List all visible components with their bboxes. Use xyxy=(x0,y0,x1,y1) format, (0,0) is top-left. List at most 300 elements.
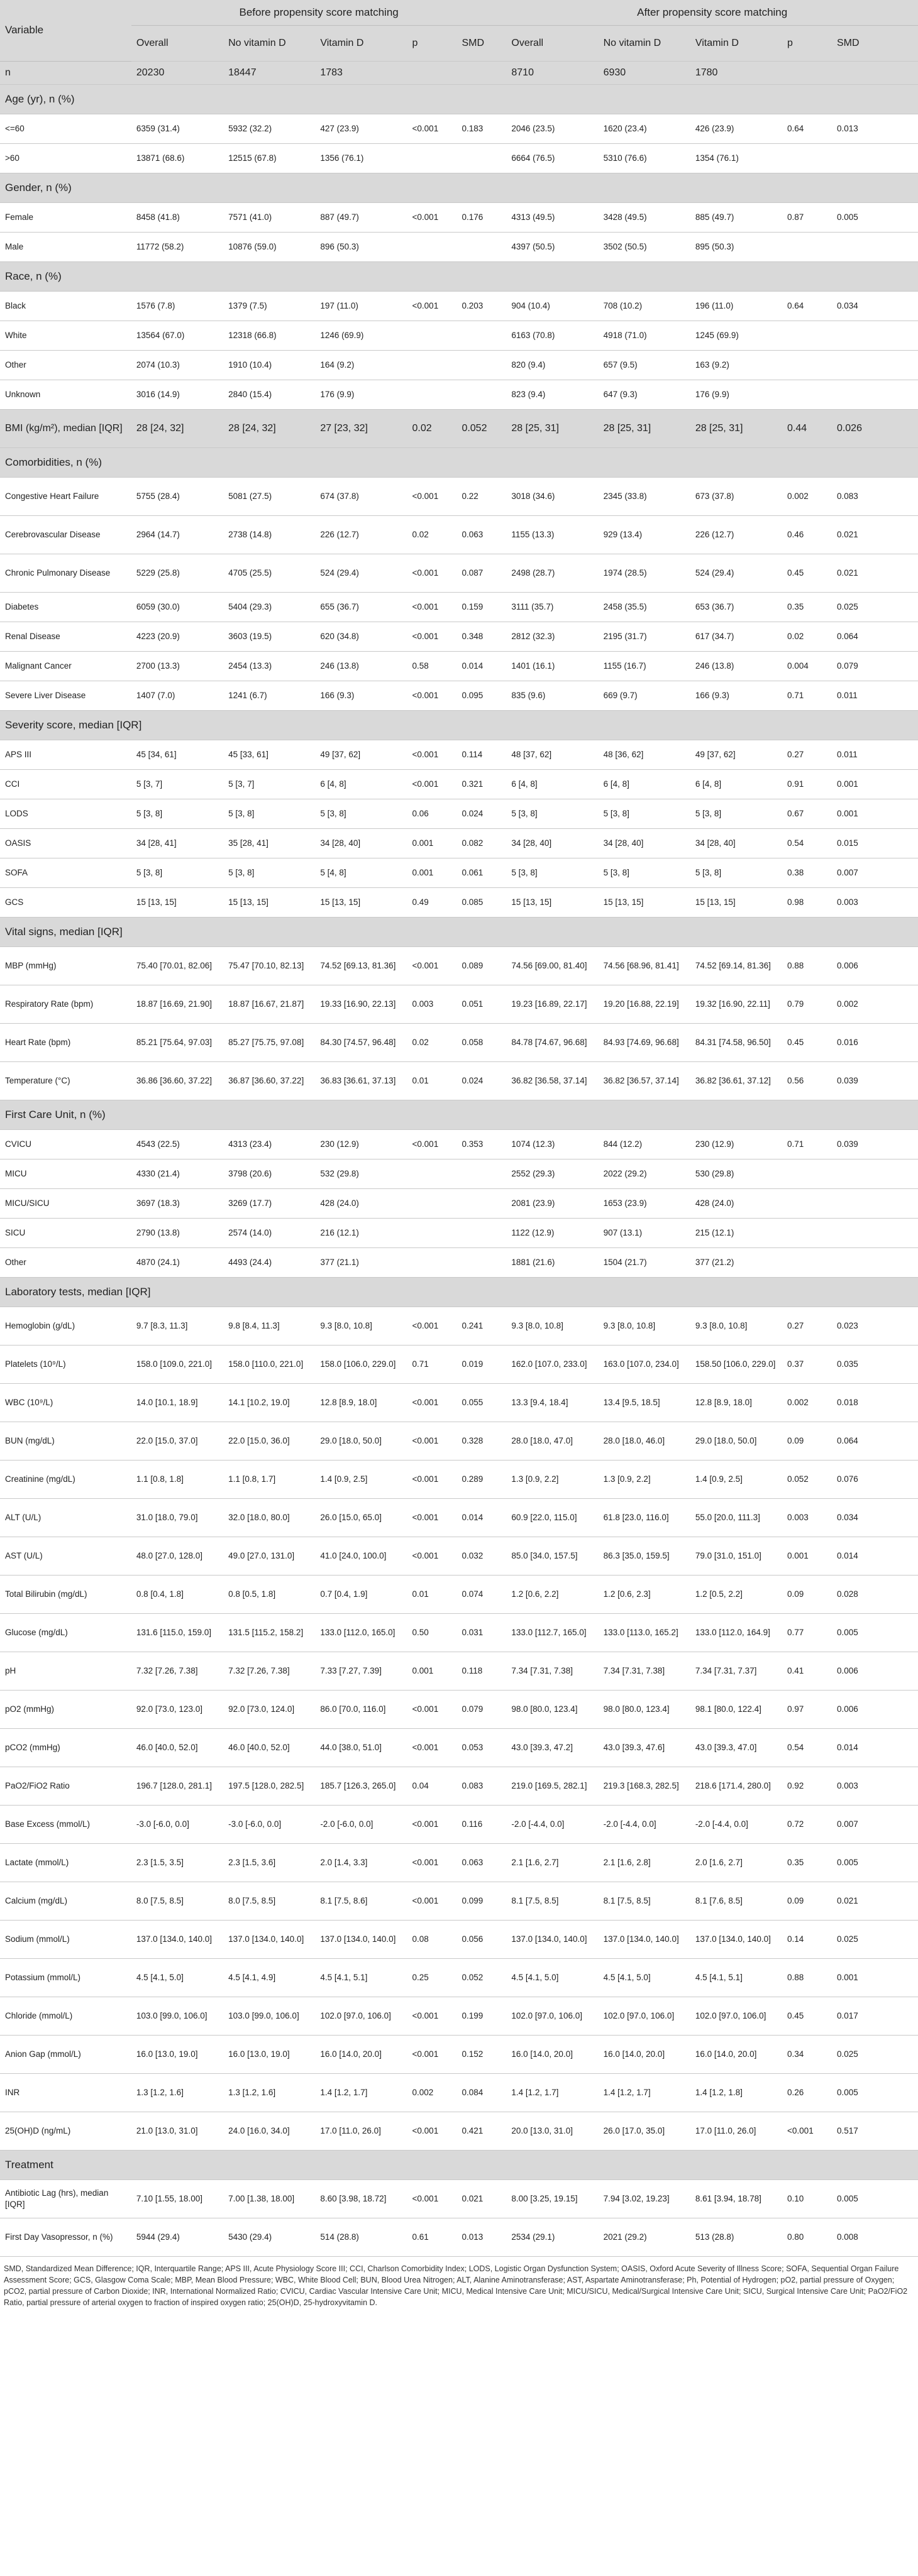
table-cell: 0.034 xyxy=(832,292,918,321)
table-cell xyxy=(407,351,457,380)
table-cell: 5 [3, 8] xyxy=(131,858,223,888)
table-cell: 0.176 xyxy=(456,203,506,233)
table-row xyxy=(0,1844,918,1882)
table-cell: 5 [3, 8] xyxy=(599,799,690,829)
table-row xyxy=(0,681,918,711)
row-label: Heart Rate (bpm) xyxy=(0,1024,131,1062)
row-label: Diabetes xyxy=(0,593,131,622)
table-cell: 0.77 xyxy=(782,1614,832,1652)
table-cell: 19.20 [16.88, 22.19] xyxy=(599,985,690,1024)
table-cell: 7.34 [7.31, 7.38] xyxy=(599,1652,690,1691)
table-cell: 36.82 [36.57, 37.14] xyxy=(599,1062,690,1100)
table-cell: 45 [34, 61] xyxy=(131,740,223,770)
section-header-row xyxy=(0,262,918,292)
table-cell: 0.203 xyxy=(456,292,506,321)
table-cell: 36.87 [36.60, 37.22] xyxy=(223,1062,315,1100)
table-cell: 655 (36.7) xyxy=(315,593,407,622)
table-cell: 0.79 xyxy=(782,985,832,1024)
table-cell: 21.0 [13.0, 31.0] xyxy=(131,2112,223,2151)
table-cell: 530 (29.8) xyxy=(690,1159,782,1189)
table-cell: 7.33 [7.27, 7.39] xyxy=(315,1652,407,1691)
table-row xyxy=(0,1307,918,1346)
table-row xyxy=(0,1767,918,1806)
column-header: No vitamin D xyxy=(223,26,315,62)
section-header-row xyxy=(0,1100,918,1130)
table-cell xyxy=(407,1219,457,1248)
table-cell: 102.0 [97.0, 106.0] xyxy=(690,1997,782,2036)
table-cell: 2840 (15.4) xyxy=(223,380,315,410)
table-cell: 524 (29.4) xyxy=(315,554,407,593)
table-cell: <0.001 xyxy=(407,2112,457,2151)
table-cell: 1155 (13.3) xyxy=(506,516,598,554)
table-cell: 907 (13.1) xyxy=(599,1219,690,1248)
table-cell: 0.06 xyxy=(407,799,457,829)
table-cell: 0.095 xyxy=(456,681,506,711)
table-row xyxy=(0,1219,918,1248)
table-row xyxy=(0,1461,918,1499)
table-cell: 0.01 xyxy=(407,1062,457,1100)
table-cell: 34 [28, 40] xyxy=(315,829,407,858)
table-cell: 22.0 [15.0, 37.0] xyxy=(131,1422,223,1461)
table-cell: 0.98 xyxy=(782,888,832,918)
table-cell: 514 (28.8) xyxy=(315,2218,407,2257)
table-cell: 137.0 [134.0, 140.0] xyxy=(223,1921,315,1959)
table-cell: 8.00 [3.25, 19.15] xyxy=(506,2180,598,2218)
table-row xyxy=(0,410,918,448)
table-cell: 0.016 xyxy=(832,1024,918,1062)
table-cell: 84.78 [74.67, 96.68] xyxy=(506,1024,598,1062)
table-cell: -3.0 [-6.0, 0.0] xyxy=(131,1806,223,1844)
table-cell: 0.34 xyxy=(782,2036,832,2074)
table-cell: 8.1 [7.5, 8.5] xyxy=(599,1882,690,1921)
table-cell xyxy=(407,380,457,410)
table-cell: 1974 (28.5) xyxy=(599,554,690,593)
table-cell: 1.1 [0.8, 1.8] xyxy=(131,1461,223,1499)
table-row xyxy=(0,1806,918,1844)
table-cell: 7.10 [1.55, 18.00] xyxy=(131,2180,223,2218)
table-cell: 230 (12.9) xyxy=(315,1130,407,1159)
table-cell: 3603 (19.5) xyxy=(223,622,315,652)
table-cell: 0.079 xyxy=(456,1691,506,1729)
table-row xyxy=(0,2074,918,2112)
table-cell: 163 (9.2) xyxy=(690,351,782,380)
table-cell: 34 [28, 40] xyxy=(599,829,690,858)
table-cell: 36.82 [36.61, 37.12] xyxy=(690,1062,782,1100)
section-title: Laboratory tests, median [IQR] xyxy=(0,1278,918,1307)
table-cell: 2.1 [1.6, 2.7] xyxy=(506,1844,598,1882)
table-cell: 4313 (49.5) xyxy=(506,203,598,233)
table-cell: 653 (36.7) xyxy=(690,593,782,622)
table-cell: 4.5 [4.1, 5.0] xyxy=(506,1959,598,1997)
table-cell: 36.82 [36.58, 37.14] xyxy=(506,1062,598,1100)
table-cell: 1.4 [1.2, 1.8] xyxy=(690,2074,782,2112)
table-cell: 0.14 xyxy=(782,1921,832,1959)
table-row xyxy=(0,1062,918,1100)
table-cell: 2454 (13.3) xyxy=(223,652,315,681)
table-cell: 0.061 xyxy=(456,858,506,888)
table-cell: 0.013 xyxy=(456,2218,506,2257)
table-cell: 16.0 [13.0, 19.0] xyxy=(223,2036,315,2074)
table-cell: 0.063 xyxy=(456,1844,506,1882)
table-cell xyxy=(456,1219,506,1248)
table-row xyxy=(0,1959,918,1997)
table-cell: 0.015 xyxy=(832,829,918,858)
table-cell: 896 (50.3) xyxy=(315,233,407,262)
table-cell: 15 [13, 15] xyxy=(599,888,690,918)
table-cell: 74.52 [69.13, 81.36] xyxy=(315,947,407,985)
table-row xyxy=(0,2112,918,2151)
table-cell: 0.54 xyxy=(782,829,832,858)
table-cell: 0.54 xyxy=(782,1729,832,1767)
table-cell: 4.5 [4.1, 4.9] xyxy=(223,1959,315,1997)
table-cell: 0.011 xyxy=(832,740,918,770)
table-cell: 19.33 [16.90, 22.13] xyxy=(315,985,407,1024)
table-row xyxy=(0,985,918,1024)
table-row xyxy=(0,2180,918,2218)
table-cell: 2574 (14.0) xyxy=(223,1219,315,1248)
table-cell: 1407 (7.0) xyxy=(131,681,223,711)
table-row xyxy=(0,622,918,652)
table-cell: 3018 (34.6) xyxy=(506,478,598,516)
table-cell xyxy=(407,1189,457,1219)
table-cell xyxy=(832,1189,918,1219)
table-cell: 137.0 [134.0, 140.0] xyxy=(599,1921,690,1959)
table-cell: 20230 xyxy=(131,62,223,85)
table-row xyxy=(0,203,918,233)
table-cell: 158.50 [106.0, 229.0] xyxy=(690,1346,782,1384)
table-row xyxy=(0,1346,918,1384)
table-cell xyxy=(407,1159,457,1189)
table-cell xyxy=(782,380,832,410)
table-cell: 158.0 [106.0, 229.0] xyxy=(315,1346,407,1384)
table-cell: 9.3 [8.0, 10.8] xyxy=(506,1307,598,1346)
table-cell: 0.10 xyxy=(782,2180,832,2218)
table-cell: 4223 (20.9) xyxy=(131,622,223,652)
table-row xyxy=(0,478,918,516)
table-cell: 16.0 [13.0, 19.0] xyxy=(131,2036,223,2074)
table-cell: 6163 (70.8) xyxy=(506,321,598,351)
table-cell: 218.6 [171.4, 280.0] xyxy=(690,1767,782,1806)
table-cell: <0.001 xyxy=(407,1307,457,1346)
table-row xyxy=(0,947,918,985)
table-cell: 86.3 [35.0, 159.5] xyxy=(599,1537,690,1576)
table-row xyxy=(0,1729,918,1767)
table-cell: 0.08 xyxy=(407,1921,457,1959)
table-body xyxy=(0,62,918,2257)
table-cell: 0.64 xyxy=(782,114,832,144)
table-row xyxy=(0,740,918,770)
table-cell: 0.001 xyxy=(832,799,918,829)
table-cell: 0.003 xyxy=(832,888,918,918)
table-cell: 0.45 xyxy=(782,554,832,593)
table-cell xyxy=(407,62,457,85)
row-label: Lactate (mmol/L) xyxy=(0,1844,131,1882)
table-cell xyxy=(456,1189,506,1219)
row-label: CCI xyxy=(0,770,131,799)
table-cell: 4705 (25.5) xyxy=(223,554,315,593)
row-label: Respiratory Rate (bpm) xyxy=(0,985,131,1024)
table-cell: 12318 (66.8) xyxy=(223,321,315,351)
section-header-row xyxy=(0,85,918,114)
table-row xyxy=(0,1248,918,1278)
row-label: AST (U/L) xyxy=(0,1537,131,1576)
table-cell: 0.019 xyxy=(456,1346,506,1384)
table-cell: 929 (13.4) xyxy=(599,516,690,554)
table-cell: 1.2 [0.5, 2.2] xyxy=(690,1576,782,1614)
table-cell: 4.5 [4.1, 5.1] xyxy=(315,1959,407,1997)
table-cell xyxy=(407,1248,457,1278)
table-cell: 7.94 [3.02, 19.23] xyxy=(599,2180,690,2218)
table-cell: 2.3 [1.5, 3.6] xyxy=(223,1844,315,1882)
table-cell: 0.032 xyxy=(456,1537,506,1576)
table-cell xyxy=(456,321,506,351)
table-cell: 137.0 [134.0, 140.0] xyxy=(690,1921,782,1959)
table-cell: 14.0 [10.1, 18.9] xyxy=(131,1384,223,1422)
table-cell: 85.27 [75.75, 97.08] xyxy=(223,1024,315,1062)
table-cell xyxy=(407,233,457,262)
table-cell: 5 [3, 8] xyxy=(223,799,315,829)
table-cell: 43.0 [39.3, 47.2] xyxy=(506,1729,598,1767)
table-cell: 16.0 [14.0, 20.0] xyxy=(315,2036,407,2074)
table-row xyxy=(0,233,918,262)
table-cell: 17.0 [11.0, 26.0] xyxy=(690,2112,782,2151)
table-cell: -3.0 [-6.0, 0.0] xyxy=(223,1806,315,1844)
table-cell: 137.0 [134.0, 140.0] xyxy=(131,1921,223,1959)
table-cell: 26.0 [15.0, 65.0] xyxy=(315,1499,407,1537)
table-cell: 0.063 xyxy=(456,516,506,554)
table-row xyxy=(0,1159,918,1189)
row-label: SICU xyxy=(0,1219,131,1248)
table-cell: 7.00 [1.38, 18.00] xyxy=(223,2180,315,2218)
row-label: Severe Liver Disease xyxy=(0,681,131,711)
table-cell: 0.058 xyxy=(456,1024,506,1062)
table-cell: 0.114 xyxy=(456,740,506,770)
table-cell: 0.002 xyxy=(782,478,832,516)
table-cell xyxy=(832,1248,918,1278)
table-cell: -2.0 [-4.4, 0.0] xyxy=(599,1806,690,1844)
table-cell: 2.1 [1.6, 2.8] xyxy=(599,1844,690,1882)
table-cell: 18447 xyxy=(223,62,315,85)
table-row xyxy=(0,1384,918,1422)
column-header: Overall xyxy=(506,26,598,62)
section-header-row xyxy=(0,711,918,740)
table-row xyxy=(0,1130,918,1159)
column-header: Vitamin D xyxy=(690,26,782,62)
row-label: OASIS xyxy=(0,829,131,858)
row-label: GCS xyxy=(0,888,131,918)
table-cell: <0.001 xyxy=(407,1422,457,1461)
table-cell: 674 (37.8) xyxy=(315,478,407,516)
table-row xyxy=(0,554,918,593)
table-row xyxy=(0,114,918,144)
table-cell: 6059 (30.0) xyxy=(131,593,223,622)
table-cell: 1.4 [1.2, 1.7] xyxy=(506,2074,598,2112)
table-cell: 0.37 xyxy=(782,1346,832,1384)
table-row xyxy=(0,1024,918,1062)
table-cell: 5430 (29.4) xyxy=(223,2218,315,2257)
table-cell: 49.0 [27.0, 131.0] xyxy=(223,1537,315,1576)
table-cell: 216 (12.1) xyxy=(315,1219,407,1248)
table-cell: 74.52 [69.14, 81.36] xyxy=(690,947,782,985)
table-cell: 15 [13, 15] xyxy=(506,888,598,918)
table-cell: 6 [4, 8] xyxy=(315,770,407,799)
table-row xyxy=(0,516,918,554)
row-label: Unknown xyxy=(0,380,131,410)
table-cell xyxy=(782,1159,832,1189)
table-cell: 103.0 [99.0, 106.0] xyxy=(131,1997,223,2036)
table-cell: 0.024 xyxy=(456,799,506,829)
table-cell: 4543 (22.5) xyxy=(131,1130,223,1159)
table-cell: 1.3 [1.2, 1.6] xyxy=(131,2074,223,2112)
table-cell: 0.88 xyxy=(782,947,832,985)
table-cell: 98.1 [80.0, 122.4] xyxy=(690,1691,782,1729)
table-cell xyxy=(456,351,506,380)
table-cell: 34 [28, 40] xyxy=(506,829,598,858)
table-cell: 32.0 [18.0, 80.0] xyxy=(223,1499,315,1537)
table-cell: <0.001 xyxy=(407,1729,457,1767)
table-cell: 0.001 xyxy=(407,1652,457,1691)
table-cell: <0.001 xyxy=(407,1844,457,1882)
table-cell: 162.0 [107.0, 233.0] xyxy=(506,1346,598,1384)
table-cell: 0.421 xyxy=(456,2112,506,2151)
table-cell: 1.3 [1.2, 1.6] xyxy=(223,2074,315,2112)
table-cell: 0.80 xyxy=(782,2218,832,2257)
table-cell: 12.8 [8.9, 18.0] xyxy=(690,1384,782,1422)
table-cell: 0.71 xyxy=(782,681,832,711)
table-cell: 1401 (16.1) xyxy=(506,652,598,681)
table-cell: 0.46 xyxy=(782,516,832,554)
table-cell: 9.3 [8.0, 10.8] xyxy=(599,1307,690,1346)
table-cell: 1074 (12.3) xyxy=(506,1130,598,1159)
table-cell: 196.7 [128.0, 281.1] xyxy=(131,1767,223,1806)
table-cell: 887 (49.7) xyxy=(315,203,407,233)
table-cell xyxy=(456,233,506,262)
table-cell: 3269 (17.7) xyxy=(223,1189,315,1219)
table-cell: 0.41 xyxy=(782,1652,832,1691)
table-cell: 0.001 xyxy=(832,770,918,799)
table-cell: 2345 (33.8) xyxy=(599,478,690,516)
table-cell: 133.0 [113.0, 165.2] xyxy=(599,1614,690,1652)
table-cell: 377 (21.2) xyxy=(690,1248,782,1278)
table-cell xyxy=(832,1159,918,1189)
table-cell: 0.014 xyxy=(456,652,506,681)
table-cell: 219.3 [168.3, 282.5] xyxy=(599,1767,690,1806)
table-cell: 0.002 xyxy=(832,985,918,1024)
table-cell: 131.5 [115.2, 158.2] xyxy=(223,1614,315,1652)
table-cell: 133.0 [112.7, 165.0] xyxy=(506,1614,598,1652)
table-cell: 24.0 [16.0, 34.0] xyxy=(223,2112,315,2151)
table-cell: 103.0 [99.0, 106.0] xyxy=(223,1997,315,2036)
table-cell: 1155 (16.7) xyxy=(599,652,690,681)
table-cell: 0.67 xyxy=(782,799,832,829)
table-cell: 19.23 [16.89, 22.17] xyxy=(506,985,598,1024)
table-cell: 620 (34.8) xyxy=(315,622,407,652)
table-row xyxy=(0,829,918,858)
table-cell: 532 (29.8) xyxy=(315,1159,407,1189)
table-cell: 8710 xyxy=(506,62,598,85)
table-cell: 158.0 [110.0, 221.0] xyxy=(223,1346,315,1384)
table-cell: 0.035 xyxy=(832,1346,918,1384)
table-cell: 2074 (10.3) xyxy=(131,351,223,380)
table-cell: 0.064 xyxy=(832,622,918,652)
table-cell: 6 [4, 8] xyxy=(599,770,690,799)
table-row xyxy=(0,1882,918,1921)
table-cell: 513 (28.8) xyxy=(690,2218,782,2257)
table-row xyxy=(0,1422,918,1461)
table-cell: 27 [23, 32] xyxy=(315,410,407,448)
table-cell: 8.1 [7.5, 8.6] xyxy=(315,1882,407,1921)
row-label: 25(OH)D (ng/mL) xyxy=(0,2112,131,2151)
table-cell: 0.025 xyxy=(832,593,918,622)
table-cell: 35 [28, 41] xyxy=(223,829,315,858)
table-cell: 15 [13, 15] xyxy=(690,888,782,918)
table-cell: 46.0 [40.0, 52.0] xyxy=(223,1729,315,1767)
table-cell: 4313 (23.4) xyxy=(223,1130,315,1159)
table-cell: 0.183 xyxy=(456,114,506,144)
table-cell xyxy=(407,144,457,173)
table-cell: 2195 (31.7) xyxy=(599,622,690,652)
table-cell: 669 (9.7) xyxy=(599,681,690,711)
table-cell: 0.021 xyxy=(832,554,918,593)
table-cell: <0.001 xyxy=(407,2036,457,2074)
table-cell: 0.051 xyxy=(456,985,506,1024)
table-cell: 5229 (25.8) xyxy=(131,554,223,593)
table-cell: 0.353 xyxy=(456,1130,506,1159)
table-cell: 5944 (29.4) xyxy=(131,2218,223,2257)
table-cell: 2022 (29.2) xyxy=(599,1159,690,1189)
row-label: Sodium (mmol/L) xyxy=(0,1921,131,1959)
table-cell: 1.4 [0.9, 2.5] xyxy=(315,1461,407,1499)
table-cell: 29.0 [18.0, 50.0] xyxy=(315,1422,407,1461)
row-label: pO2 (mmHg) xyxy=(0,1691,131,1729)
table-cell: 9.3 [8.0, 10.8] xyxy=(315,1307,407,1346)
table-cell: 524 (29.4) xyxy=(690,554,782,593)
column-header: SMD xyxy=(456,26,506,62)
table-cell: 1910 (10.4) xyxy=(223,351,315,380)
table-cell: 9.3 [8.0, 10.8] xyxy=(690,1307,782,1346)
table-cell: 0.039 xyxy=(832,1062,918,1100)
table-cell: 0.348 xyxy=(456,622,506,652)
table-cell: 48 [37, 62] xyxy=(506,740,598,770)
row-label: CVICU xyxy=(0,1130,131,1159)
table-cell: 84.30 [74.57, 96.48] xyxy=(315,1024,407,1062)
table-cell: 0.289 xyxy=(456,1461,506,1499)
section-header-row xyxy=(0,173,918,203)
table-cell: 14.1 [10.2, 19.0] xyxy=(223,1384,315,1422)
table-cell: 1245 (69.9) xyxy=(690,321,782,351)
after-psm-header: After propensity score matching xyxy=(506,0,918,26)
table-cell: -2.0 [-4.4, 0.0] xyxy=(690,1806,782,1844)
table-cell: 0.006 xyxy=(832,1652,918,1691)
table-cell: 0.083 xyxy=(456,1767,506,1806)
table-cell: 377 (21.1) xyxy=(315,1248,407,1278)
section-title: Age (yr), n (%) xyxy=(0,85,918,114)
table-cell: 5081 (27.5) xyxy=(223,478,315,516)
table-cell: <0.001 xyxy=(407,1537,457,1576)
table-cell xyxy=(782,1248,832,1278)
row-label: First Day Vasopressor, n (%) xyxy=(0,2218,131,2257)
table-cell: 28.0 [18.0, 47.0] xyxy=(506,1422,598,1461)
table-cell: 133.0 [112.0, 164.9] xyxy=(690,1614,782,1652)
table-cell: 8.1 [7.5, 8.5] xyxy=(506,1882,598,1921)
table-cell: 12515 (67.8) xyxy=(223,144,315,173)
table-cell: 15 [13, 15] xyxy=(315,888,407,918)
row-label: pH xyxy=(0,1652,131,1691)
table-cell: 0.011 xyxy=(832,681,918,711)
table-cell: 2081 (23.9) xyxy=(506,1189,598,1219)
table-cell: 197 (11.0) xyxy=(315,292,407,321)
table-cell: 0.003 xyxy=(832,1767,918,1806)
